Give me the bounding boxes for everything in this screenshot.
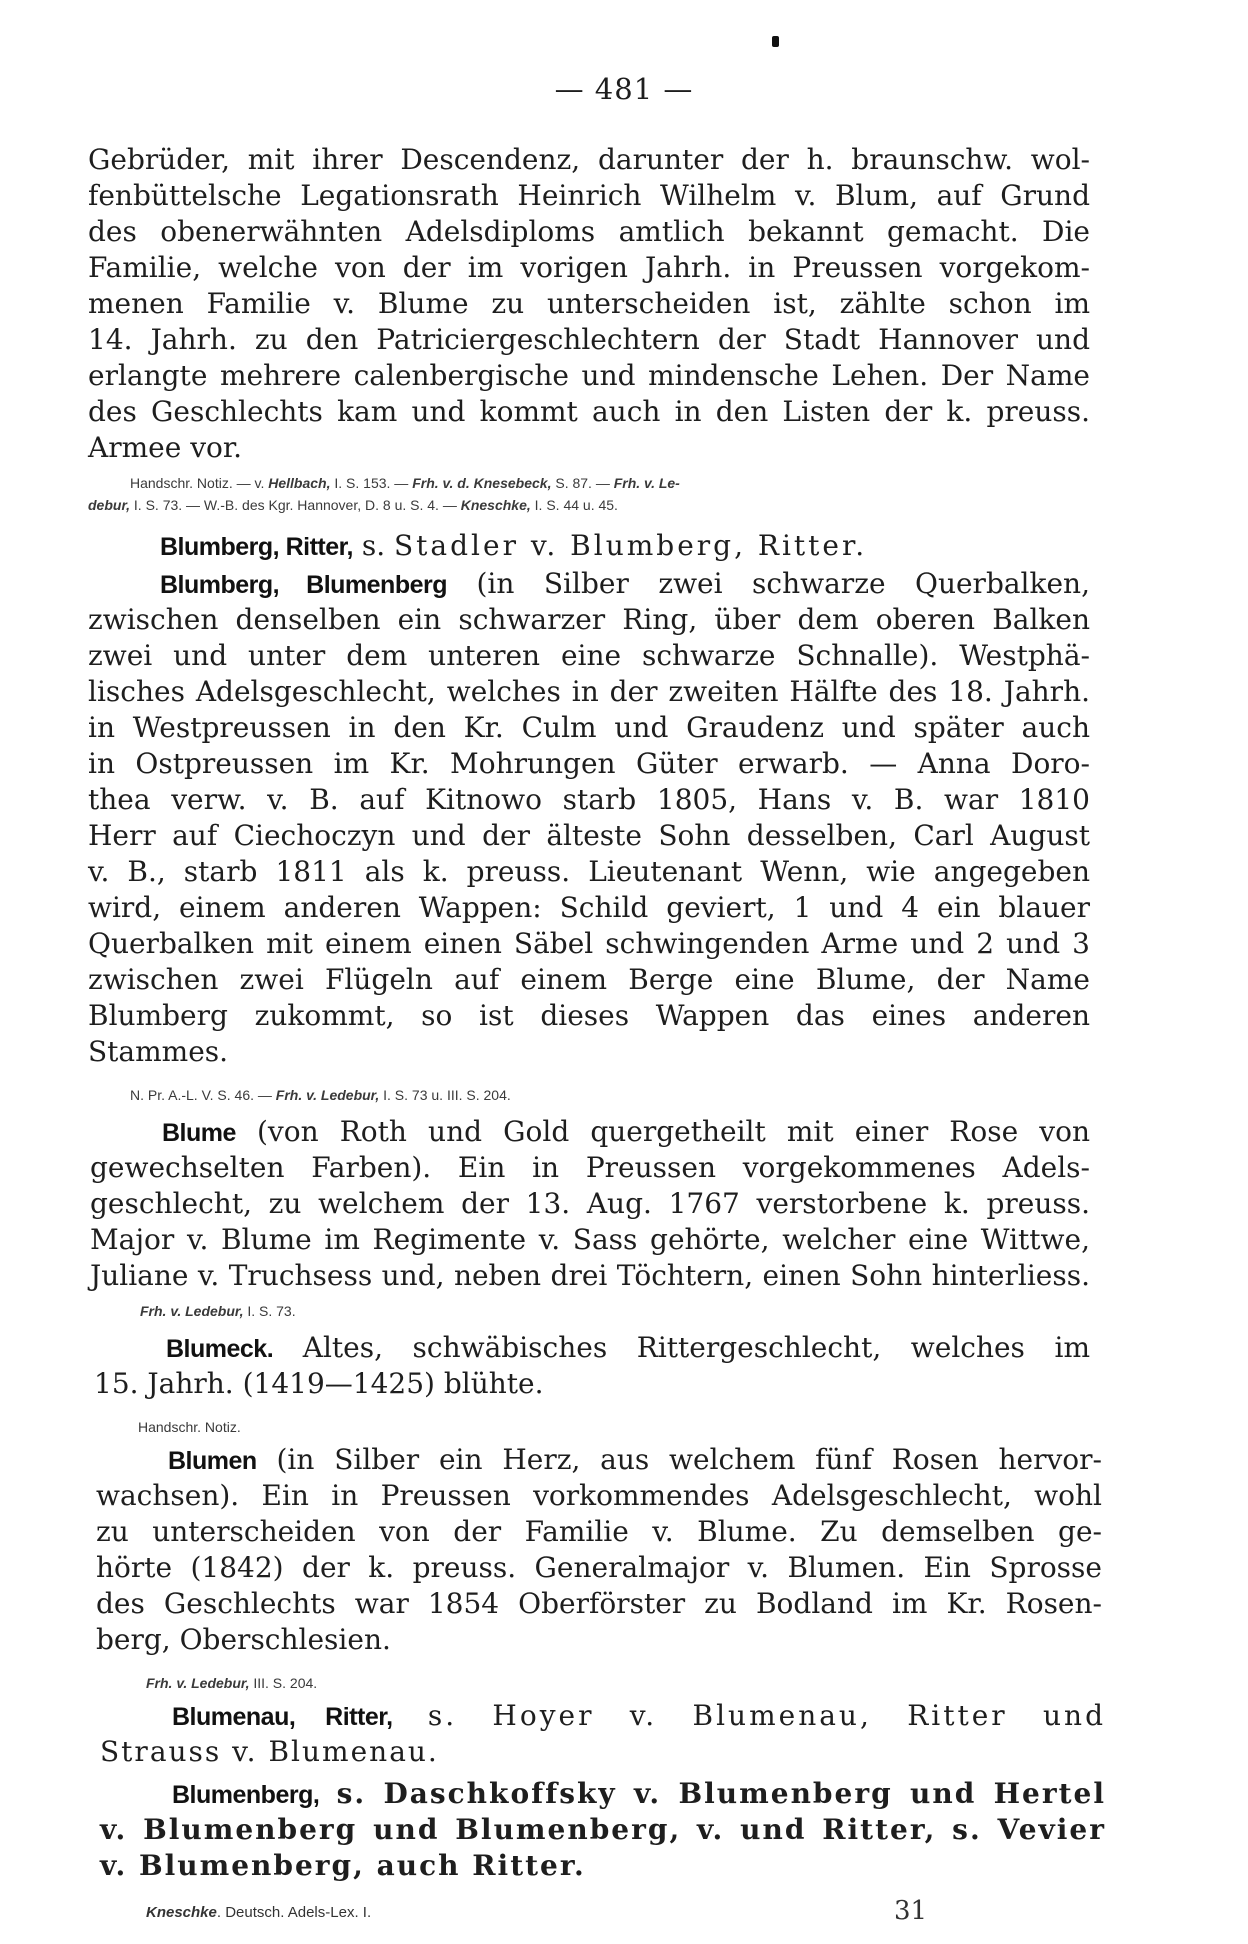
text-line: 15. Jahrh. (1419—1425) blühte. — [94, 1367, 544, 1400]
source-citation: debur, I. S. 73. — W.-B. des Kgr. Hannover, D. 8 u. S. 4. — Kneschke, I. S. 44 u. 45. — [88, 497, 618, 513]
text-line: Armee vor. — [88, 431, 243, 464]
text-line: thea verw. v. B. auf Kitnowo starb 1805, Hans v. B. war 1810 — [88, 783, 1090, 816]
ink-speck — [772, 36, 779, 47]
entry-headword: Blume — [162, 1119, 236, 1147]
source-citation: Handschr. Notiz. — [138, 1419, 241, 1435]
entry-blumen: Blumen (in Silber ein Herz, aus welchem fünf Rosen hervor- — [168, 1443, 1102, 1476]
text-line: hörte (1842) der k. preuss. Generalmajor v. Blumen. Ein Sprosse — [96, 1551, 1102, 1584]
text-line: 14. Jahrh. zu den Patriciergeschlechtern der Stadt Hannover und — [88, 323, 1090, 356]
entry-blumenau: Blumenau, Ritter, s. Hoyer v. Blumenau, Ritter und — [172, 1699, 1106, 1732]
source-citation: Frh. v. Ledebur, III. S. 204. — [146, 1675, 318, 1691]
entry-blumberg-ritter: Blumberg, Ritter, s. Stadler v. Blumberg, Ritter. — [160, 529, 868, 562]
text-line: v. B., starb 1811 als k. preuss. Lieutenant Wenn, wie angegeben — [88, 855, 1090, 888]
text-line: Gebrüder, mit ihrer Descendenz, darunter der h. braunschw. wol- — [88, 143, 1090, 176]
entry-blumeck: Blumeck. Altes, schwäbisches Rittergeschlecht, welches im — [166, 1331, 1090, 1364]
text-line: des Geschlechts war 1854 Oberförster zu Bodland im Kr. Rosen- — [96, 1587, 1102, 1620]
source-citation: N. Pr. A.-L. V. S. 46. — Frh. v. Ledebur, I. S. 73 u. III. S. 204. — [130, 1087, 511, 1103]
text-line: in Westpreussen in den Kr. Culm und Graudenz und später auch — [88, 711, 1090, 744]
text-line: geschlecht, zu welchem der 13. Aug. 1767 verstorbene k. preuss. — [90, 1187, 1090, 1220]
text-line: des Geschlechts kam und kommt auch in den Listen der k. preuss. — [88, 395, 1090, 428]
entry-headword: Blumberg, Ritter, — [160, 533, 353, 561]
signature-mark: 31 — [894, 1896, 928, 1926]
text-line: fenbüttelsche Legationsrath Heinrich Wilhelm v. Blum, auf Grund — [88, 179, 1090, 212]
entry-headword: Blumberg, Blumenberg — [160, 571, 447, 599]
text-line: erlangte mehrere calenbergische und mindensche Lehen. Der Name — [88, 359, 1090, 392]
text-line: wird, einem anderen Wappen: Schild geviert, 1 und 4 ein blauer — [88, 891, 1090, 924]
source-citation: Frh. v. Ledebur, I. S. 73. — [140, 1303, 296, 1319]
entry-blume: Blume (von Roth und Gold quergetheilt mit einer Rose von — [162, 1115, 1090, 1148]
text-line: gewechselten Farben). Ein in Preussen vorgekommenes Adels- — [90, 1151, 1090, 1184]
text-line: Stammes. — [88, 1035, 229, 1068]
text-line: Herr auf Ciechoczyn und der älteste Sohn desselben, Carl August — [88, 819, 1090, 852]
text-line: zu unterscheiden von der Familie v. Blume. Zu demselben ge- — [96, 1515, 1102, 1548]
text-line: wachsen). Ein in Preussen vorkommendes Adelsgeschlecht, wohl — [96, 1479, 1102, 1512]
footer-imprint: Kneschke. Deutsch. Adels-Lex. I. — [146, 1904, 372, 1921]
text-line: berg, Oberschlesien. — [96, 1623, 391, 1656]
text-line: zwei und unter dem unteren eine schwarze Schnalle). Westphä- — [88, 639, 1090, 672]
text-line: zwischen denselben ein schwarzer Ring, über dem oberen Balken — [88, 603, 1090, 636]
text-line: Blumberg zukommt, so ist dieses Wappen das eines anderen — [88, 999, 1090, 1032]
text-line: Juliane v. Truchsess und, neben drei Töchtern, einen Sohn hinterliess. — [90, 1259, 1090, 1292]
text-line: zwischen zwei Flügeln auf einem Berge eine Blume, der Name — [88, 963, 1090, 996]
text-line: Querbalken mit einem einen Säbel schwingenden Arme und 2 und 3 — [88, 927, 1090, 960]
entry-headword: Blumeck. — [166, 1335, 274, 1363]
text-line: in Ostpreussen im Kr. Mohrungen Güter erwarb. — Anna Doro- — [88, 747, 1090, 780]
entry-blumberg: Blumberg, Blumenberg (in Silber zwei schwarze Querbalken, — [160, 567, 1090, 600]
entry-headword: Blumenau, Ritter, — [172, 1703, 393, 1731]
text-line: Familie, welche von der im vorigen Jahrh. in Preussen vorgekom- — [88, 251, 1090, 284]
page-number: — 481 — — [554, 72, 694, 106]
text-line: v. Blumenberg und Blumenberg, v. und Ritter, s. Vevier — [100, 1813, 1106, 1846]
text-line: Strauss v. Blumenau. — [100, 1735, 439, 1768]
text-line: Major v. Blume im Regimente v. Sass gehörte, welcher eine Wittwe, — [90, 1223, 1090, 1256]
source-citation: Handschr. Notiz. — v. Hellbach, I. S. 153. — Frh. v. d. Knesebeck, S. 87. — Frh. v. Le- — [130, 475, 680, 491]
text-line: menen Familie v. Blume zu unterscheiden ist, zählte schon im — [88, 287, 1090, 320]
text-line: des obenerwähnten Adelsdiploms amtlich bekannt gemacht. Die — [88, 215, 1090, 248]
entry-blumenberg: Blumenberg, s. Daschkoffsky v. Blumenberg und Hertel — [172, 1777, 1106, 1810]
entry-headword: Blumen — [168, 1447, 257, 1475]
entry-headword: Blumenberg, — [172, 1781, 320, 1809]
text-line: lisches Adelsgeschlecht, welches in der zweiten Hälfte des 18. Jahrh. — [88, 675, 1090, 708]
text-line: v. Blumenberg, auch Ritter. — [100, 1849, 586, 1882]
